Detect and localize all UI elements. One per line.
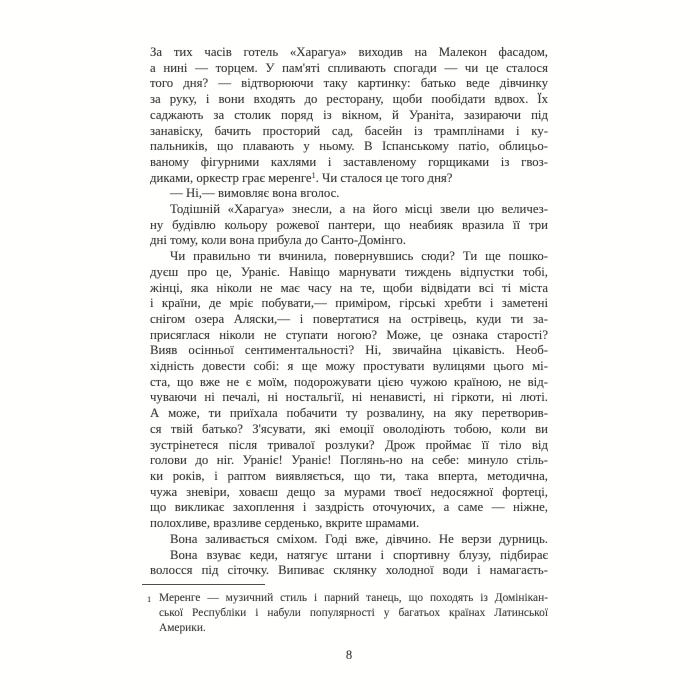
text-line: що викликає захоплення і заздрість оточуючих, а саме — ніжне, — [150, 500, 548, 515]
page-body-text — [150, 45, 548, 579]
text-line: ки років, і раптом виявляється, що ти, така вперта, методична, — [150, 468, 548, 483]
text-line: Чи правильно ти вчинила, повернувшись сюди? Ти ще пошко- — [170, 249, 548, 264]
text-line: полохливе, вразливе серденько, вкрите шрамами. — [150, 516, 420, 531]
text-line: Вона заливається сміхом. Годі вже, дівчино. Не верзи дурниць. — [170, 531, 548, 546]
text-fragment: диками, оркестр грає меренге — [150, 170, 312, 185]
paragraph — [150, 45, 548, 186]
footnote-line: Америки. — [159, 622, 206, 635]
text-line: Вона взуває кеди, натягує штани і спортивну блузу, підбирає — [170, 547, 548, 562]
text-line: а нині — торцем. У пам'яті спливають спогади — чи це сталося — [150, 60, 548, 75]
text-line: снігом озера Аляски,— і повертатися на острівець, куди ти за- — [150, 311, 548, 326]
text-fragment: . Чи сталося це того дня? — [315, 170, 453, 185]
text-line: занавіску, бачить просторий сад, басейн із трамплінами і ку- — [150, 123, 548, 138]
footnote — [146, 591, 548, 637]
text-line: хідність довести собі: я ще можу простувати вулицями цього мі- — [150, 359, 548, 374]
text-line: За тих часів готель «Харагуа» виходив на Малекон фасадом, — [150, 45, 548, 59]
paragraph — [150, 186, 548, 202]
text-line: А може, ти приїхала побачити ту розвалину, на яку перетворив- — [150, 406, 548, 421]
text-line: чужа зневіри, ховаєш дещо за мурами твоєї недосяжної фортеці, — [150, 484, 548, 499]
text-line: присяглася ніколи не ступати ногою? Може, це ознака старості? — [150, 327, 548, 342]
text-line: голови до ніг. Ураніє! Ураніє! Поглянь-но на себе: минуло стіль- — [150, 453, 548, 468]
text-line: дуєш про це, Ураніє. Навіщо марнувати тиждень відпустки тобі, — [150, 264, 548, 279]
text-line: чуваючи ні печалі, ні ностальгії, ні ненависті, ні гіркоти, ні люті. — [150, 390, 548, 405]
text-line — [150, 171, 548, 187]
text-line: ваному фігурними кахлями і заставленому горщиками із гвоз- — [150, 154, 548, 169]
text-line: і країни, де мріє побувати,— приміром, гірські хребти і заметені — [150, 296, 548, 311]
page-number: 8 — [345, 648, 353, 662]
text-line: Тодішній «Харагуа» знесли, а на його місці звели цю величез- — [170, 202, 548, 217]
text-line: пальників, що плавають у ньому. В Іспанському патіо, облицьо- — [150, 139, 548, 154]
text-line: зустрінетеся після тривалої розлуки? Дрож проймає її тіло від — [150, 437, 548, 452]
footnote-line: Меренге — музичний стиль і парний танець, що походять із Домінікан- — [159, 592, 548, 604]
footnote-marker: 1 — [147, 594, 152, 604]
text-line: волосся під сіточку. Випиває склянку холодної води і намагаєть- — [150, 563, 548, 578]
text-line: Вияв осінньої сентиментальності? Ні, звичайна цікавість. Необ- — [150, 343, 548, 358]
text-line: за руку, і вони входять до ресторану, щоби пообідати вдвох. Їх — [150, 92, 548, 107]
text-line: — Ні,— вимовляє вона вголос. — [170, 186, 340, 201]
footnote-separator-rule — [142, 584, 265, 585]
text-line: того дня? — відтворюючи таку картинку: батько веде дівчинку — [150, 76, 548, 91]
text-line: саджають за столик поряд із вікном, й Ураніта, зазираючи під — [150, 107, 548, 122]
text-line: ну будівлю кольору рожевої пантери, що неабияк вразила її три — [150, 217, 548, 232]
paragraph — [150, 532, 548, 548]
paragraph — [150, 202, 548, 249]
text-line: дні тому, коли вона прибула до Санто-Домінго. — [150, 233, 407, 248]
text-line: ся твій батько? З'ясувати, які емоції оволодіють тобою, коли ви — [150, 421, 548, 436]
text-line: ста, що вже не є моїм, подорожувати цією чужою країною, не від- — [150, 374, 548, 389]
footnote-reference-mark: 1 — [311, 170, 316, 180]
paragraph — [150, 548, 548, 579]
text-line: жінці, яка ніколи не має часу на те, щоби відвідати всі ті міста — [150, 280, 548, 295]
footnote-line: ської Республіки і набули популярності у багатьох країнах Латинської — [159, 607, 548, 620]
paragraph — [150, 249, 548, 532]
